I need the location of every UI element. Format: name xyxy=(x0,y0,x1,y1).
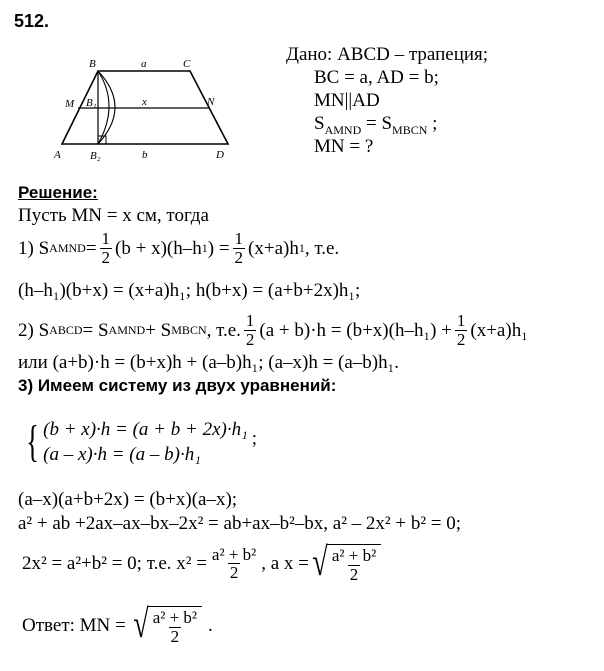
label-B: B xyxy=(89,58,96,70)
frac-num: 1 xyxy=(101,229,111,248)
label-D: D xyxy=(216,149,224,161)
label-B1: B₁ xyxy=(86,97,97,109)
answer-line xyxy=(22,601,213,646)
step-1 xyxy=(18,230,339,267)
label-N: N xyxy=(207,96,215,108)
given-line-5: MN = ? xyxy=(314,136,374,157)
fraction-half-2 xyxy=(233,230,246,267)
solution-intro: Пусть MN = x см, тогда xyxy=(18,205,209,226)
step2-b: + S xyxy=(145,319,172,341)
step1-mid-end: ) = xyxy=(207,237,230,259)
label-a: a xyxy=(141,58,147,70)
radical-icon: √ xyxy=(312,539,328,584)
fraction-half-1 xyxy=(100,230,113,267)
label-A: A xyxy=(54,149,61,161)
radical-icon: √ xyxy=(133,601,149,646)
step2-sub2: AMND xyxy=(108,323,146,338)
frac-num: 1 xyxy=(245,311,255,330)
fraction-a2b2-root xyxy=(330,547,378,584)
frac-den: 2 xyxy=(349,564,359,584)
step2-d: (a + b)·h = (b+x)(h–h₁) + xyxy=(259,319,452,341)
eq3-a: 2x² = a²+b² = 0; т.е. x² = xyxy=(22,553,207,575)
answer-label: Ответ: MN = xyxy=(22,615,126,637)
solution-line-2: (h–h₁)(b+x) = (x+a)h₁; h(b+x) = (a+b+2x)h₁; xyxy=(18,280,361,301)
trapezoid-figure xyxy=(40,55,250,170)
step1-eq: = xyxy=(85,237,97,259)
brace-icon: { xyxy=(26,417,39,466)
step1-mid: (b + x)(h–h xyxy=(115,237,202,259)
solution-eq-2: a² + ab +2ax–ax–bx–2x² = ab+ax–b²–bx, a² – 2x² + b² = 0; xyxy=(18,513,462,534)
given-s1: S xyxy=(314,113,325,134)
frac-den: 2 xyxy=(101,247,111,267)
given-end: ; xyxy=(427,113,438,134)
step1-sub: AMND xyxy=(49,241,86,256)
step-3: 3) Имеем систему из двух уравнений: xyxy=(18,376,337,395)
system-eq-1: (b + x)·h = (a + b + 2x)·h₁ xyxy=(43,419,248,440)
system-end: ; xyxy=(251,427,257,449)
label-x: x xyxy=(142,96,147,108)
given-line-2: BC = a, AD = b; xyxy=(314,67,439,88)
frac-num: 1 xyxy=(234,229,244,248)
frac-den: 2 xyxy=(456,329,466,349)
given-line-4 xyxy=(314,114,437,136)
fraction-a2b2-answer xyxy=(151,609,199,646)
fraction-half-3 xyxy=(244,312,257,349)
fraction-half-4 xyxy=(455,312,468,349)
frac-num: a² + b² xyxy=(331,546,377,565)
frac-den: 2 xyxy=(245,329,255,349)
solution-eq-3 xyxy=(22,539,381,584)
label-C: C xyxy=(183,58,191,70)
step2-a: = S xyxy=(82,319,109,341)
equation-system xyxy=(22,417,257,466)
frac-den: 2 xyxy=(229,563,239,583)
step1-end: (x+a)h xyxy=(248,237,299,259)
step2-c: , т.е. xyxy=(206,319,241,341)
step1-end-sub: 1 xyxy=(298,241,305,256)
step1-mid-sub: 1 xyxy=(201,241,208,256)
label-M: M xyxy=(65,98,75,110)
label-B2: B₂ xyxy=(90,150,101,162)
system-eq-2: (a – x)·h = (a – b)·h₁ xyxy=(43,444,201,465)
frac-num: 1 xyxy=(456,311,466,330)
sqrt-expr-2 xyxy=(130,601,202,646)
problem-number: 512. xyxy=(14,11,50,31)
frac-den: 2 xyxy=(170,626,180,646)
solution-eq-1: (a–x)(a+b+2x) = (b+x)(a–x); xyxy=(18,489,238,510)
given-line-3: MN||AD xyxy=(314,90,380,111)
sqrt-expr-1 xyxy=(309,539,381,584)
step2-prefix: 2) S xyxy=(18,319,50,341)
fraction-a2b2 xyxy=(210,546,258,583)
given-sub2: MBCN xyxy=(392,122,428,137)
solution-line-or: или (a+b)·h = (b+x)h + (a–b)h₁; (a–x)h = (a–b)h₁. xyxy=(18,352,400,373)
answer-end: . xyxy=(208,615,213,637)
frac-num: a² + b² xyxy=(152,608,198,627)
frac-den: 2 xyxy=(234,247,244,267)
step1-prefix: 1) S xyxy=(18,237,50,259)
given-line-1: Дано: ABCD – трапеция; xyxy=(286,44,489,65)
step2-sub3: MBCN xyxy=(171,323,207,338)
solution-heading: Решение: xyxy=(18,183,98,202)
step-2 xyxy=(18,312,528,349)
step2-sub1: ABCD xyxy=(49,323,83,338)
given-mid: = S xyxy=(361,113,393,134)
eq3-b: , а x = xyxy=(261,553,309,575)
step1-tail: , т.е. xyxy=(304,237,340,259)
given-sub1: AMND xyxy=(324,122,362,137)
frac-num: a² + b² xyxy=(211,544,257,564)
step2-e: (x+a)h₁ xyxy=(470,319,528,341)
label-b: b xyxy=(142,149,148,161)
